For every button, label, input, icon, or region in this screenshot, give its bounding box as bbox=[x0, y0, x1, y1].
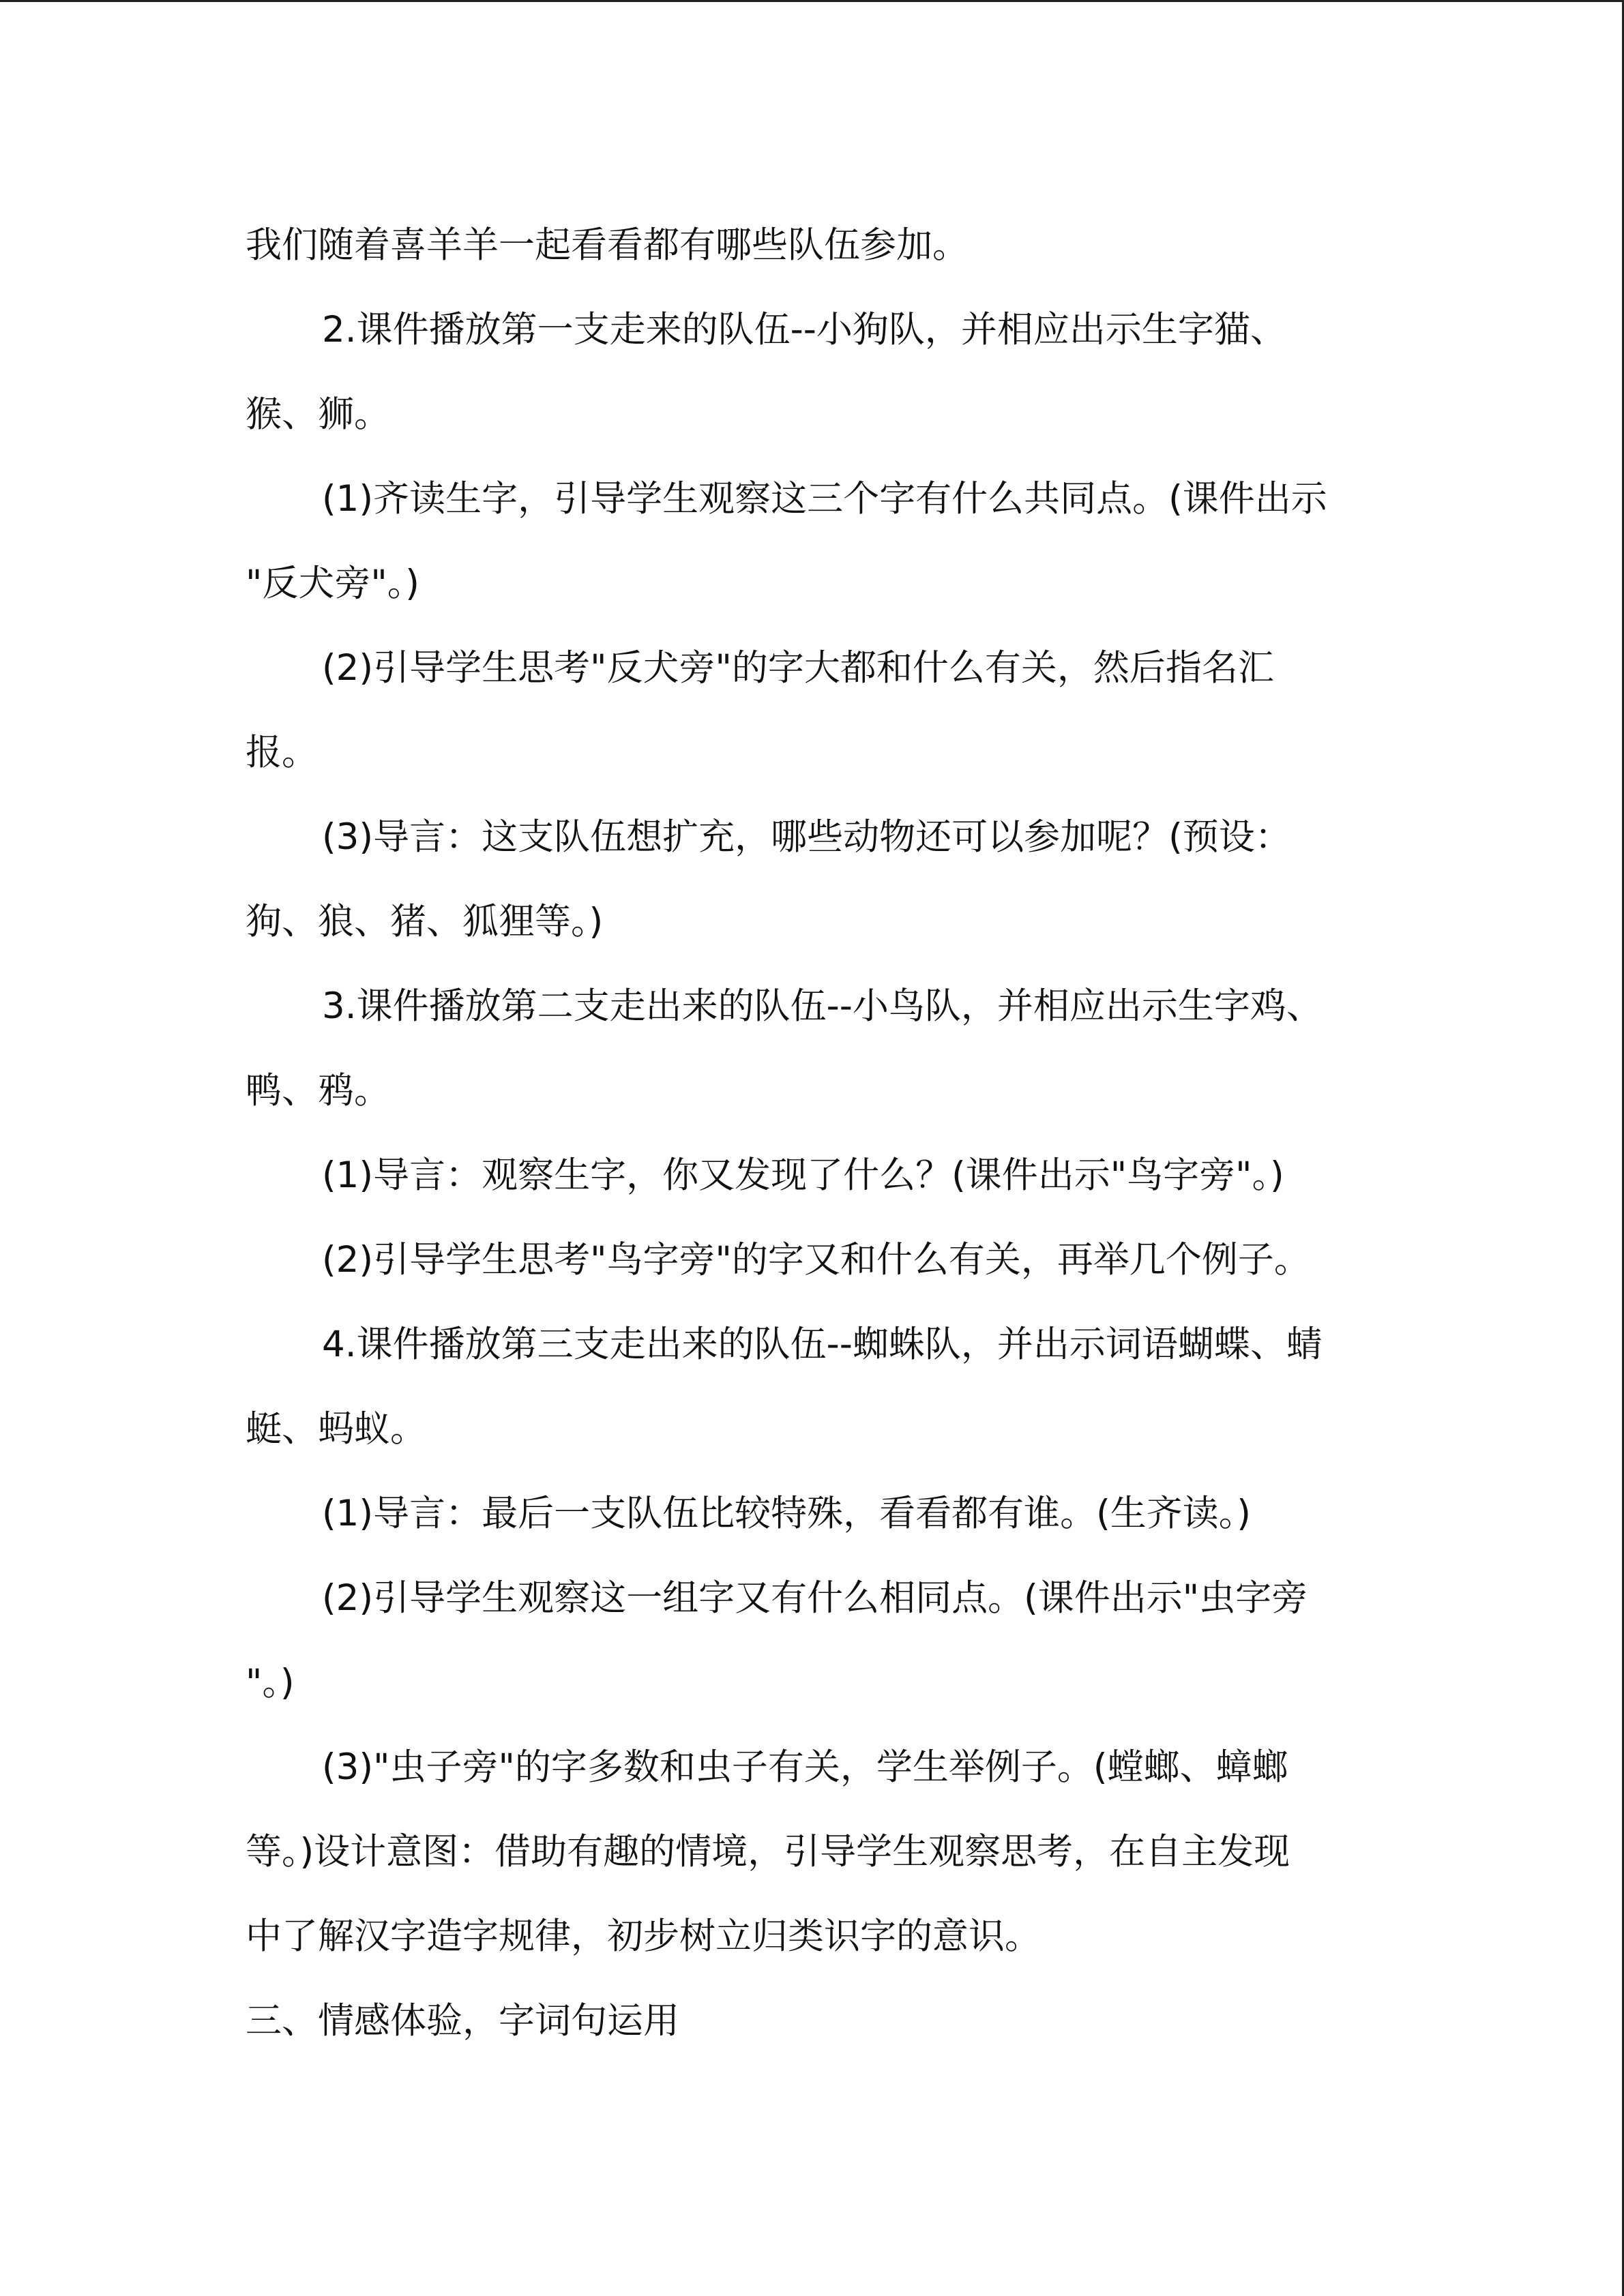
text-line: 3.课件播放第二支走出来的队伍--小鸟队，并相应出示生字鸡、 bbox=[322, 985, 1323, 1027]
text-line: 蜓、蚂蚁。 bbox=[246, 1408, 426, 1450]
text-line: "反犬旁"。) bbox=[246, 563, 419, 604]
text-line: (2)引导学生思考"反犬旁"的字大都和什么有关，然后指名汇 bbox=[322, 647, 1274, 689]
text-line: 鸭、鸦。 bbox=[246, 1070, 390, 1112]
text-line: (3)导言：这支队伍想扩充，哪些动物还可以参加呢？(预设： bbox=[322, 816, 1291, 858]
text-line: "。) bbox=[246, 1662, 295, 1703]
document-body bbox=[246, 203, 1378, 2063]
text-line: 中了解汉字造字规律，初步树立归类识字的意识。 bbox=[246, 1915, 1041, 1957]
text-line: 我们随着喜羊羊一起看看都有哪些队伍参加。 bbox=[246, 224, 969, 266]
text-line: (1)齐读生字，引导学生观察这三个字有什么共同点。(课件出示 bbox=[322, 478, 1327, 520]
text-line: (2)引导学生观察这一组字又有什么相同点。(课件出示"虫字旁 bbox=[322, 1577, 1308, 1619]
text-line: 2.课件播放第一支走来的队伍--小狗队，并相应出示生字猫、 bbox=[322, 309, 1286, 351]
text-line: (1)导言：最后一支队伍比较特殊，看看都有谁。(生齐读。) bbox=[322, 1493, 1251, 1534]
text-line: 猴、狮。 bbox=[246, 393, 390, 435]
text-line: (2)引导学生思考"鸟字旁"的字又和什么有关，再举几个例子。 bbox=[322, 1239, 1310, 1281]
text-line: (1)导言：观察生字，你又发现了什么？(课件出示"鸟字旁"。) bbox=[322, 1154, 1284, 1196]
text-line: 4.课件播放第三支走出来的队伍--蜘蛛队，并出示词语蝴蝶、蜻 bbox=[322, 1324, 1323, 1365]
text-line: 等。)设计意图：借助有趣的情境，引导学生观察思考，在自主发现 bbox=[246, 1831, 1290, 1873]
text-line: 报。 bbox=[246, 732, 318, 773]
text-line: 狗、狼、猪、狐狸等。) bbox=[246, 901, 604, 942]
section-heading: 三、情感体验，字词句运用 bbox=[246, 2000, 679, 2042]
text-line: (3)"虫子旁"的字多数和虫子有关，学生举例子。(螳螂、蟑螂 bbox=[322, 1746, 1288, 1788]
